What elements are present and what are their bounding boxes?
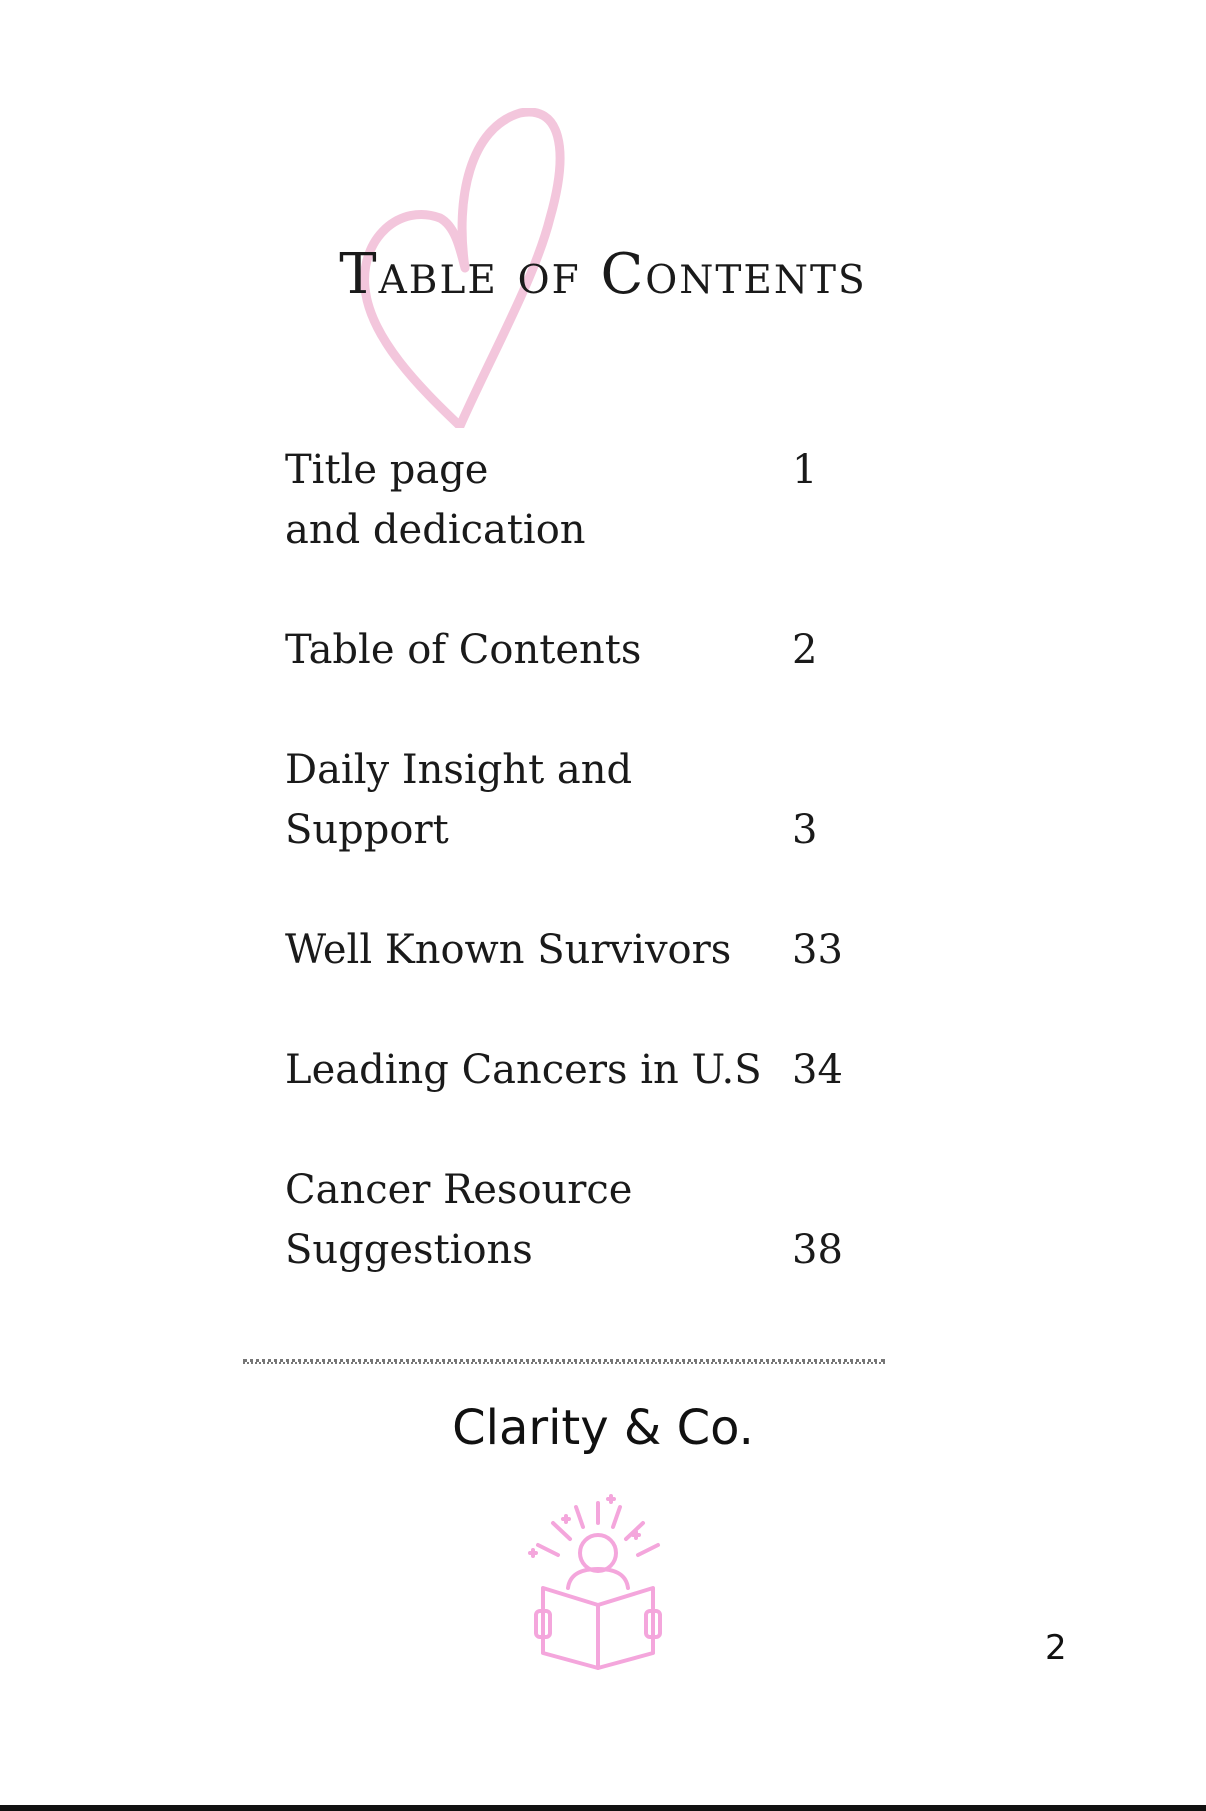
divider [243,1359,885,1364]
toc-entry-label: Leading Cancers in U.S [285,1047,762,1093]
brand-name: Clarity & Co. [452,1400,754,1456]
toc-entry-label: Daily Insight and [285,747,633,793]
toc-entry-page: 3 [792,807,818,853]
toc-entry-label-continued: and dedication [285,507,586,553]
toc-entry-label-continued: Suggestions [285,1227,533,1273]
toc-entry-label: Table of Contents [285,627,642,673]
toc-entry-page: 33 [792,927,843,973]
toc-entry-page: 34 [792,1047,843,1093]
toc-entry-label: Title page [285,447,489,493]
person-reading-book-icon [508,1493,688,1673]
toc-entry-label: Well Known Survivors [285,927,732,973]
toc-entry-page: 2 [792,627,818,673]
toc-entry-label: Cancer Resource [285,1167,633,1213]
toc-entry [285,620,818,680]
toc-entry-page: 38 [792,1227,843,1273]
toc-entry-label-continued: Support [285,807,449,853]
toc-entry [285,1160,843,1280]
toc-entry-page: 1 [792,447,818,493]
toc-entry [285,440,818,560]
page-title: Table of Contents [339,242,867,307]
toc-entry [285,920,843,980]
toc-entry [285,740,818,860]
bottom-edge-bar [0,1805,1206,1811]
toc-entry [285,1040,843,1100]
page-number: 2 [1045,1628,1067,1668]
